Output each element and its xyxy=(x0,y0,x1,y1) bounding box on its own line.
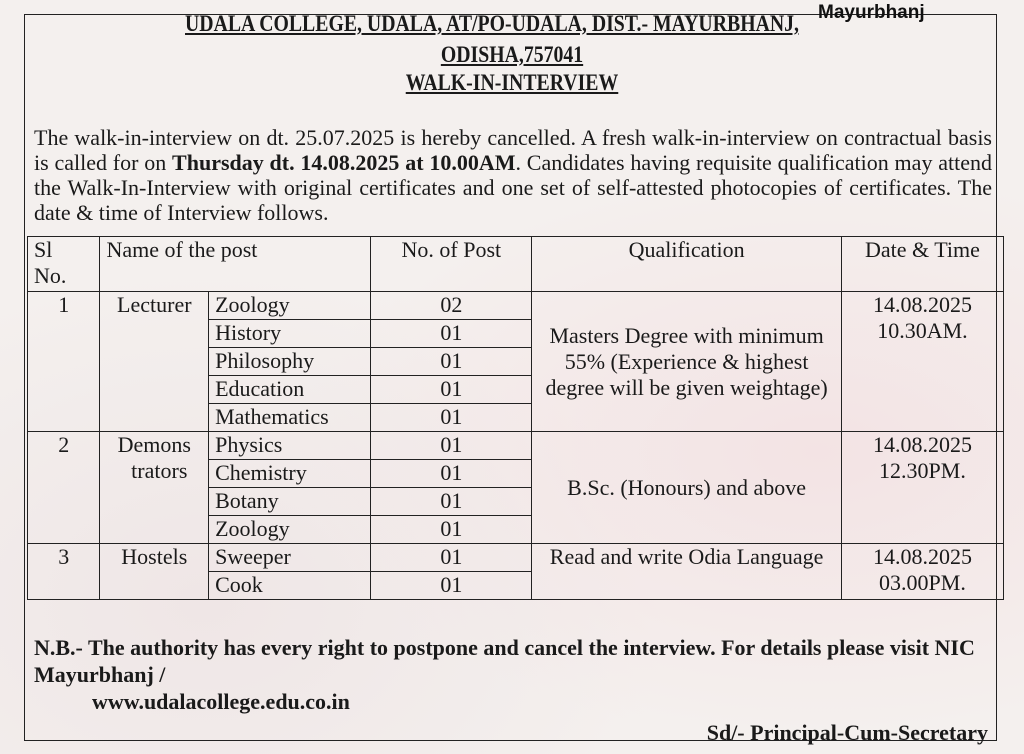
sl-no-cell: 1 xyxy=(28,292,100,432)
header-no-of-post: No. of Post xyxy=(371,237,532,292)
table-row xyxy=(28,292,1004,320)
subject-cell: Sweeper xyxy=(209,544,371,572)
subject-cell: Botany xyxy=(209,488,371,516)
header-post-name: Name of the post xyxy=(100,237,371,292)
footer-note xyxy=(34,634,994,715)
sl-no-cell: 2 xyxy=(28,432,100,544)
subject-cell: Mathematics xyxy=(209,404,371,432)
post-category-label: Lecturer xyxy=(117,292,192,317)
post-count-cell: 02 xyxy=(371,292,532,320)
post-count-cell: 01 xyxy=(371,572,532,600)
interview-date: 14.08.2025 xyxy=(872,432,972,457)
district-stamp: Mayurbhanj xyxy=(818,2,925,23)
subject-cell: Zoology xyxy=(209,292,371,320)
post-category-label: Hostels xyxy=(121,544,188,569)
interview-date: 14.08.2025 xyxy=(872,292,972,317)
post-count-cell: 01 xyxy=(371,544,532,572)
interview-date: 14.08.2025 xyxy=(872,544,972,569)
interview-date-highlight: Thursday dt. 14.08.2025 at 10.00AM xyxy=(172,150,516,175)
date-time-cell xyxy=(841,544,1003,600)
subject-cell: Physics xyxy=(209,432,371,460)
intro-paragraph xyxy=(34,125,992,225)
qualification-cell: B.Sc. (Honours) and above xyxy=(532,432,842,544)
subject-cell: Philosophy xyxy=(209,348,371,376)
post-category-cell xyxy=(100,544,209,600)
subject-cell: Cook xyxy=(209,572,371,600)
post-count-cell: 01 xyxy=(371,460,532,488)
intro-text-2: . Candidates having requisite qualification may attend the Walk-In-Interview with original certificates and one set of self-attested photocopies of certificates. The date & time of Interview follows. xyxy=(34,150,992,225)
post-category-cell xyxy=(100,292,209,432)
post-count-cell: 01 xyxy=(371,320,532,348)
table-row xyxy=(28,432,1004,460)
subject-cell: Zoology xyxy=(209,516,371,544)
notice-title: WALK-IN-INTERVIEW xyxy=(405,70,619,95)
state-pin-heading: ODISHA,757041 xyxy=(440,42,584,67)
post-category-label: Demons xyxy=(117,432,191,457)
date-time-cell xyxy=(841,432,1003,544)
qualification-cell: Read and write Odia Language xyxy=(532,544,842,600)
interview-time: 12.30PM. xyxy=(879,458,966,483)
post-count-cell: 01 xyxy=(371,404,532,432)
post-count-cell: 01 xyxy=(371,516,532,544)
date-time-cell xyxy=(841,292,1003,432)
signature-line: Sd/- Principal-Cum-Secretary xyxy=(706,720,988,745)
sl-no-cell: 3 xyxy=(28,544,100,600)
post-category-cell xyxy=(100,432,209,544)
table-header-row xyxy=(28,237,1004,292)
table-row xyxy=(28,544,1004,572)
interview-time: 03.00PM. xyxy=(879,570,966,595)
qualification-cell: Masters Degree with minimum 55% (Experience & highest degree will be given weightage) xyxy=(532,292,842,432)
header-qualification: Qualification xyxy=(532,237,842,292)
posts-table xyxy=(27,236,1004,600)
header-sl-no: Sl No. xyxy=(28,237,100,292)
interview-time: 10.30AM. xyxy=(877,318,968,343)
post-count-cell: 01 xyxy=(371,348,532,376)
nb-text: N.B.- The authority has every right to postpone and cancel the interview. For details please visit NIC Mayurbhanj / xyxy=(34,635,975,687)
header-date-time: Date & Time xyxy=(841,237,1003,292)
post-count-cell: 01 xyxy=(371,376,532,404)
college-address-heading: UDALA COLLEGE, UDALA, AT/PO-UDALA, DIST.- MAYURBHANJ, xyxy=(185,11,799,36)
post-count-cell: 01 xyxy=(371,432,532,460)
website-link[interactable]: www.udalacollege.edu.co.in xyxy=(92,689,350,714)
subject-cell: History xyxy=(209,320,371,348)
post-category-label-cont: trators xyxy=(131,458,188,483)
post-count-cell: 01 xyxy=(371,488,532,516)
intro-text-1: The walk-in-interview on dt. 25.07.2025 is hereby cancelled. A fresh walk-in-interview on contractual basis is called for on xyxy=(34,125,992,175)
subject-cell: Chemistry xyxy=(209,460,371,488)
subject-cell: Education xyxy=(209,376,371,404)
